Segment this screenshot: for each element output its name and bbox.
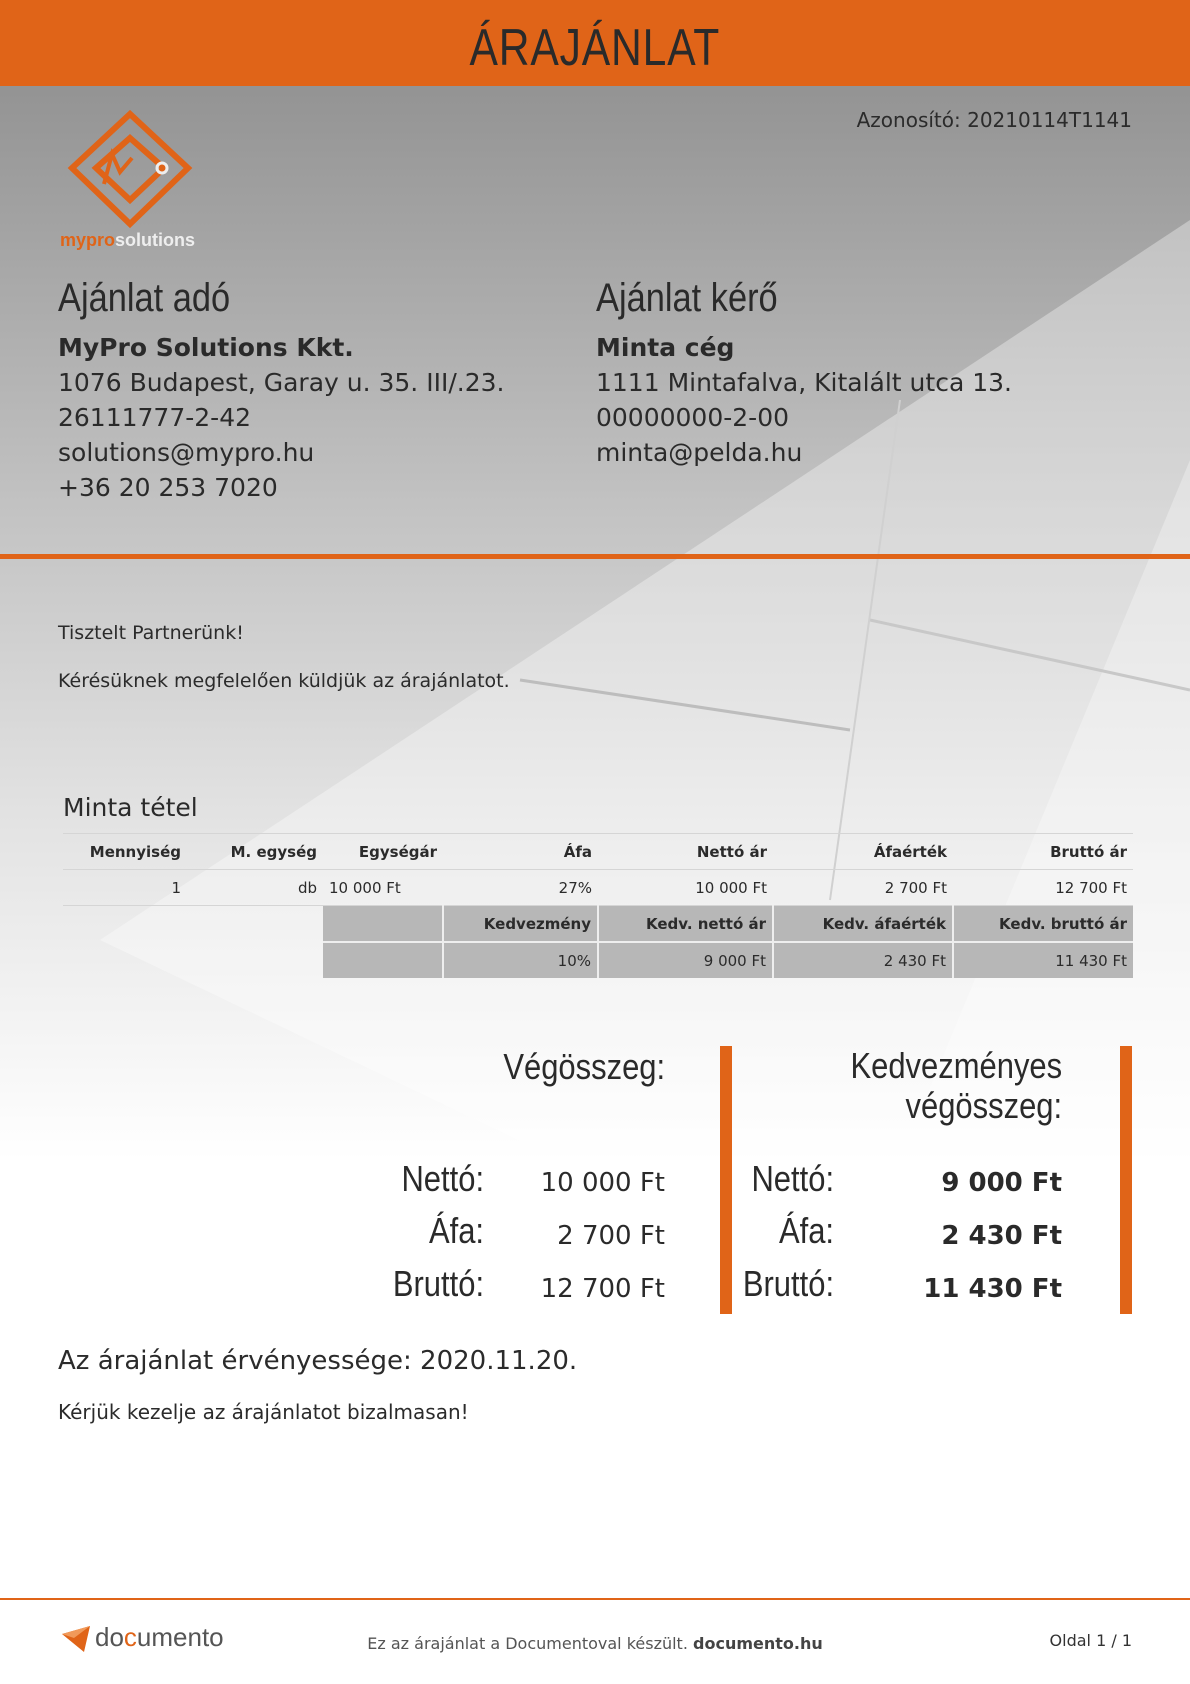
offerer-tax-number: 26111777-2-42 bbox=[58, 403, 252, 432]
offer-identifier: Azonosító: 20210114T1141 bbox=[856, 108, 1132, 132]
documento-logo-text: documento bbox=[95, 1622, 224, 1652]
table-row bbox=[63, 870, 1133, 906]
table-cell: 10 000 Ft bbox=[598, 870, 773, 906]
totals-title: Végösszeg: bbox=[503, 1046, 665, 1087]
col-header: Egységár bbox=[323, 834, 443, 870]
col-header: M. egység bbox=[187, 834, 323, 870]
col-header: Áfaérték bbox=[773, 834, 953, 870]
confidentiality-note: Kérjük kezelje az árajánlatot bizalmasan! bbox=[58, 1400, 469, 1424]
discounted-totals-accent-bar bbox=[1120, 1046, 1132, 1314]
table-cell: 9 000 Ft bbox=[598, 942, 773, 978]
table-cell: db bbox=[187, 870, 323, 906]
discounted-vat-label: Áfa: bbox=[778, 1210, 834, 1251]
page-number: Oldal 1 / 1 bbox=[1049, 1631, 1132, 1650]
header-bar bbox=[0, 0, 1190, 86]
col-header: Kedv. áfaérték bbox=[773, 906, 953, 943]
totals-net-label: Nettó: bbox=[401, 1158, 484, 1199]
table-cell: 27% bbox=[443, 870, 598, 906]
discounted-gross-value: 11 430 Ft bbox=[923, 1274, 1062, 1304]
table-cell: 2 430 Ft bbox=[773, 942, 953, 978]
discounted-gross-label: Bruttó: bbox=[742, 1263, 834, 1304]
table-cell: 2 700 Ft bbox=[773, 870, 953, 906]
totals-vat-label: Áfa: bbox=[428, 1210, 484, 1251]
totals-gross-value: 12 700 Ft bbox=[540, 1274, 665, 1304]
col-header: Mennyiség bbox=[63, 834, 187, 870]
col-header: Kedv. nettó ár bbox=[598, 906, 773, 943]
totals-vat-value: 2 700 Ft bbox=[557, 1221, 665, 1251]
offerer-name: MyPro Solutions Kkt. bbox=[58, 333, 354, 362]
col-header: Bruttó ár bbox=[953, 834, 1133, 870]
totals-net-value: 10 000 Ft bbox=[540, 1168, 665, 1198]
item-title: Minta tétel bbox=[63, 793, 198, 822]
requester-name: Minta cég bbox=[596, 333, 735, 362]
offerer-address: 1076 Budapest, Garay u. 35. III/.23. bbox=[58, 368, 505, 397]
discounted-net-value: 9 000 Ft bbox=[941, 1168, 1062, 1198]
page-title: ÁRAJÁNLAT bbox=[469, 19, 721, 77]
col-header: Nettó ár bbox=[598, 834, 773, 870]
offerer-block bbox=[58, 276, 504, 508]
discount-header-row bbox=[63, 906, 1133, 943]
totals-gross-label: Bruttó: bbox=[392, 1263, 484, 1304]
discounted-net-label: Nettó: bbox=[751, 1158, 834, 1199]
discounted-totals-title: Kedvezményes végösszeg: bbox=[850, 1045, 1062, 1126]
validity-date: Az árajánlat érvényessége: 2020.11.20. bbox=[58, 1346, 578, 1376]
table-cell: 10 000 Ft bbox=[323, 870, 443, 906]
footer-note: Ez az árajánlat a Documentoval készült. documento.hu bbox=[367, 1634, 823, 1653]
intro-text: Kérésüknek megfelelően küldjük az árajánlatot. bbox=[58, 670, 510, 692]
discounted-vat-value: 2 430 Ft bbox=[941, 1221, 1062, 1251]
section-divider bbox=[0, 554, 1190, 559]
footer-divider bbox=[0, 1598, 1190, 1600]
requester-address: 1111 Mintafalva, Kitalált utca 13. bbox=[596, 368, 1012, 397]
offerer-phone: +36 20 253 7020 bbox=[58, 473, 278, 502]
discount-row bbox=[63, 942, 1133, 978]
item-table bbox=[63, 833, 1133, 978]
requester-email: minta@pelda.hu bbox=[596, 438, 803, 467]
col-header: Kedv. bruttó ár bbox=[953, 906, 1133, 943]
offerer-heading: Ajánlat adó bbox=[58, 276, 231, 320]
table-cell: 1 bbox=[63, 870, 187, 906]
greeting: Tisztelt Partnerünk! bbox=[58, 622, 244, 644]
offerer-email: solutions@mypro.hu bbox=[58, 438, 315, 467]
requester-tax-number: 00000000-2-00 bbox=[596, 403, 790, 432]
requester-heading: Ajánlat kérő bbox=[596, 276, 778, 320]
col-header: Kedvezmény bbox=[443, 906, 598, 943]
table-header-row bbox=[63, 834, 1133, 870]
table-cell: 10% bbox=[443, 942, 598, 978]
col-header: Áfa bbox=[443, 834, 598, 870]
footer-link[interactable]: documento.hu bbox=[693, 1634, 823, 1653]
table-cell: 12 700 Ft bbox=[953, 870, 1133, 906]
table-cell: 11 430 Ft bbox=[953, 942, 1133, 978]
requester-block bbox=[596, 276, 1012, 473]
company-logo-text: myprosolutions bbox=[60, 230, 196, 250]
